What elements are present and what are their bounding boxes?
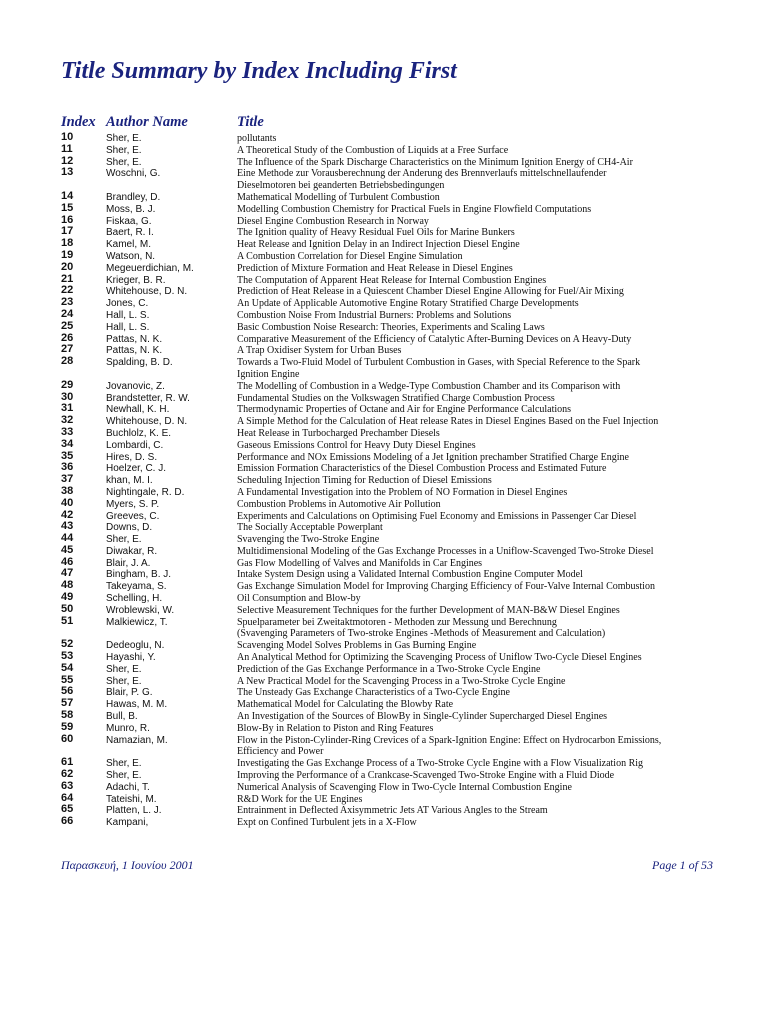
row-author: Jovanovic, Z. bbox=[106, 380, 165, 392]
row-index: 45 bbox=[61, 543, 74, 556]
row-author: Pattas, N. K. bbox=[106, 333, 163, 345]
row-author: Hawas, M. M. bbox=[106, 699, 168, 711]
row-title-line: An Investigation of the Sources of BlowBy in Single-Cylinder Supercharged Diesel Engines bbox=[237, 711, 608, 723]
row-title-line: (Svavenging Parameters of Two-stroke Engines -Methods of Measurement and Calculation) bbox=[237, 628, 606, 640]
table-row bbox=[0, 262, 768, 274]
row-author: Kampani, bbox=[106, 817, 149, 829]
row-author: Wroblewski, W. bbox=[106, 604, 175, 616]
row-title-line: Scheduling Injection Timing for Reduction of Diesel Emissions bbox=[237, 475, 492, 487]
row-author: Pattas, N. K. bbox=[106, 345, 163, 357]
row-title-line: Intake System Design using a Validated Internal Combustion Engine Computer Model bbox=[237, 569, 583, 581]
row-index: 19 bbox=[61, 248, 74, 261]
row-index: 37 bbox=[61, 473, 74, 486]
table-row bbox=[0, 568, 768, 580]
row-author: Bingham, B. J. bbox=[106, 569, 172, 581]
row-author: Hires, D. S. bbox=[106, 451, 158, 463]
row-title-line: Mathematical Modelling of Turbulent Combustion bbox=[237, 191, 440, 203]
row-index: 33 bbox=[61, 425, 74, 438]
row-author: Sher, E. bbox=[106, 675, 142, 687]
row-title-line: Entrainment in Deflected Axisymmetric Jets AT Various Angles to the Stream bbox=[237, 805, 548, 817]
row-index: 52 bbox=[61, 638, 74, 651]
row-index: 53 bbox=[61, 650, 74, 663]
row-title-line: Gaseous Emissions Control for Heavy Duty Diesel Engines bbox=[237, 439, 476, 451]
table-row bbox=[0, 557, 768, 569]
row-title-line: Modelling Combustion Chemistry for Practical Fuels in Engine Flowfield Computations bbox=[237, 203, 592, 215]
row-index: 64 bbox=[61, 791, 74, 804]
row-title-line: Mathematical Model for Calculating the Blowby Rate bbox=[237, 699, 454, 711]
title-summary-table bbox=[0, 132, 768, 828]
row-index: 42 bbox=[61, 508, 74, 521]
row-author: Hoelzer, C. J. bbox=[106, 463, 167, 475]
row-index: 17 bbox=[61, 225, 74, 238]
row-author: Hall, L. S. bbox=[106, 309, 150, 321]
row-index: 16 bbox=[61, 213, 74, 226]
row-title-line: Heat Release in Turbocharged Prechamber Diesels bbox=[237, 427, 440, 439]
row-author: Malkiewicz, T. bbox=[106, 616, 168, 628]
row-index: 47 bbox=[61, 567, 74, 580]
row-author: Blair, J. A. bbox=[106, 557, 151, 569]
table-row bbox=[0, 498, 768, 510]
table-row bbox=[0, 474, 768, 486]
row-index: 21 bbox=[61, 272, 74, 285]
table-row bbox=[0, 333, 768, 345]
table-row bbox=[0, 285, 768, 297]
row-index: 51 bbox=[61, 614, 74, 627]
row-title bbox=[237, 817, 417, 829]
table-row bbox=[0, 238, 768, 250]
row-title-line: Combustion Noise From Industrial Burners: Problems and Solutions bbox=[237, 309, 512, 321]
row-title bbox=[237, 357, 640, 381]
table-row bbox=[0, 321, 768, 333]
row-author: Jones, C. bbox=[106, 298, 149, 310]
row-author: Tateishi, M. bbox=[106, 793, 157, 805]
row-title-line: Scavenging Model Solves Problems in Gas Burning Engine bbox=[237, 640, 477, 652]
table-row bbox=[0, 392, 768, 404]
table-row bbox=[0, 274, 768, 286]
row-author: Munro, R. bbox=[106, 722, 150, 734]
row-index: 66 bbox=[61, 815, 74, 828]
row-title-line: Eine Methode zur Vorausberechnung der Anderung des Brennverlaufs mittelschnellaufender bbox=[237, 168, 607, 180]
row-index: 10 bbox=[61, 131, 74, 143]
row-title-line: Investigating the Gas Exchange Process of a Two-Stroke Cycle Engine with a Flow Visualization Rig bbox=[237, 758, 644, 770]
table-row bbox=[0, 663, 768, 675]
row-index: 11 bbox=[61, 142, 73, 155]
row-index: 13 bbox=[61, 166, 74, 179]
table-row bbox=[0, 651, 768, 663]
row-author: Newhall, K. H. bbox=[106, 404, 170, 416]
row-index: 36 bbox=[61, 461, 74, 474]
table-row bbox=[0, 510, 768, 522]
row-author: Myers, S. P. bbox=[106, 498, 160, 510]
table-row bbox=[0, 462, 768, 474]
row-title-line: Flow in the Piston-Cylinder-Ring Crevices of a Spark-Ignition Engine: Effect on Hydrocarbon Emissions, bbox=[237, 734, 662, 746]
row-index: 49 bbox=[61, 591, 74, 604]
row-title-line: Fundamental Studies on the Volkswagen Stratified Charge Combustion Process bbox=[237, 392, 555, 404]
row-title-line: Gas Flow Modelling of Valves and Manifolds in Car Engines bbox=[237, 557, 483, 569]
row-index: 27 bbox=[61, 343, 74, 356]
row-author: Sher, E. bbox=[106, 758, 142, 770]
table-row bbox=[0, 203, 768, 215]
row-title-line: A Theoretical Study of the Combustion of Liquids at a Free Surface bbox=[237, 144, 509, 156]
row-title-line: The Computation of Apparent Heat Release for Internal Combustion Engines bbox=[237, 274, 547, 286]
table-row bbox=[0, 734, 768, 758]
row-title-line: Gas Exchange Simulation Model for Improving Charging Efficiency of Four-Valve Internal Combustion bbox=[237, 581, 655, 593]
row-title-line: A Fundamental Investigation into the Problem of NO Formation in Diesel Engines bbox=[237, 486, 568, 498]
table-row bbox=[0, 156, 768, 168]
table-row bbox=[0, 675, 768, 687]
footer-page-number: Page 1 of 53 bbox=[652, 858, 713, 872]
column-header-author: Author Name bbox=[106, 114, 188, 130]
table-row bbox=[0, 616, 768, 640]
table-row bbox=[0, 816, 768, 828]
table-row bbox=[0, 698, 768, 710]
row-index: 30 bbox=[61, 390, 74, 403]
row-index: 63 bbox=[61, 779, 74, 792]
row-index: 35 bbox=[61, 449, 74, 462]
row-index: 15 bbox=[61, 201, 74, 214]
table-row bbox=[0, 486, 768, 498]
row-title bbox=[237, 735, 661, 759]
row-title bbox=[237, 617, 605, 641]
row-author: Megeuerdichian, M. bbox=[106, 262, 194, 274]
row-title-line: Spuelparameter bei Zweitaktmotoren - Methoden zur Messung und Berechnung bbox=[237, 616, 557, 628]
row-author: Namazian, M. bbox=[106, 734, 168, 746]
row-title-line: A Combustion Correlation for Diesel Engine Simulation bbox=[237, 250, 463, 262]
row-index: 12 bbox=[61, 154, 74, 167]
row-index: 50 bbox=[61, 602, 74, 615]
row-author: Platten, L. J. bbox=[106, 805, 162, 817]
row-author: Watson, N. bbox=[106, 250, 156, 262]
row-title-line: R&D Work for the UE Engines bbox=[237, 793, 363, 805]
row-title-line: Comparative Measurement of the Efficiency of Catalytic After-Burning Devices on A Heavy-Duty bbox=[237, 333, 632, 345]
table-row bbox=[0, 297, 768, 309]
row-title-line: Efficiency and Power bbox=[237, 746, 324, 758]
row-author: Adachi, T. bbox=[106, 781, 150, 793]
row-author: Krieger, B. R. bbox=[106, 274, 166, 286]
row-author: Fiskaa, G. bbox=[106, 215, 152, 227]
row-author: Woschni, G. bbox=[106, 168, 161, 180]
row-index: 20 bbox=[61, 260, 74, 273]
row-author: Hall, L. S. bbox=[106, 321, 150, 333]
table-row bbox=[0, 533, 768, 545]
row-index: 56 bbox=[61, 685, 74, 698]
row-author: Takeyama, S. bbox=[106, 581, 167, 593]
row-index: 61 bbox=[61, 756, 74, 769]
row-title-line: An Update of Applicable Automotive Engine Rotary Stratified Charge Developments bbox=[237, 298, 579, 310]
row-author: Greeves, C. bbox=[106, 510, 160, 522]
row-index: 23 bbox=[61, 296, 74, 309]
row-title-line: Emission Formation Characteristics of the Diesel Combustion Process and Estimated Future bbox=[237, 463, 607, 475]
row-index: 29 bbox=[61, 378, 74, 391]
row-index: 58 bbox=[61, 709, 74, 722]
table-row bbox=[0, 451, 768, 463]
row-index: 48 bbox=[61, 579, 74, 592]
row-index: 18 bbox=[61, 237, 74, 250]
table-row bbox=[0, 356, 768, 380]
table-row bbox=[0, 686, 768, 698]
row-author: Baert, R. I. bbox=[106, 227, 154, 239]
table-row bbox=[0, 710, 768, 722]
table-row bbox=[0, 722, 768, 734]
table-row bbox=[0, 769, 768, 781]
row-title-line: Dieselmotoren bei geanderten Betriebsbedingungen bbox=[237, 180, 445, 192]
row-title-line: Prediction of Heat Release in a Quiescent Chamber Diesel Engine Allowing for Fuel/Air Mixing bbox=[237, 286, 624, 298]
footer-date: Παρασκευή, 1 Ιουνίου 2001 bbox=[61, 858, 194, 872]
row-author: Hayashi, Y. bbox=[106, 652, 156, 664]
row-author: Brandstetter, R. W. bbox=[106, 392, 190, 404]
table-row bbox=[0, 757, 768, 769]
table-row bbox=[0, 403, 768, 415]
row-author: Blair, P. G. bbox=[106, 687, 153, 699]
row-index: 31 bbox=[61, 402, 74, 415]
row-title-line: A New Practical Model for the Scavenging Process in a Two-Stroke Cycle Engine bbox=[237, 675, 566, 687]
row-title-line: The Influence of the Spark Discharge Characteristics on the Minimum Ignition Energy of CH4-Air bbox=[237, 156, 633, 168]
row-index: 34 bbox=[61, 437, 74, 450]
row-index: 46 bbox=[61, 555, 74, 568]
row-title-line: Selective Measurement Techniques for the further Development of MAN-B&W Diesel Engines bbox=[237, 604, 620, 616]
row-title-line: Prediction of Mixture Formation and Heat Release in Diesel Engines bbox=[237, 262, 513, 274]
row-index: 25 bbox=[61, 319, 74, 332]
row-title-line: The Ignition quality of Heavy Residual Fuel Oils for Marine Bunkers bbox=[237, 227, 515, 239]
row-title-line: A Trap Oxidiser System for Urban Buses bbox=[237, 345, 402, 357]
row-author: Sher, E. bbox=[106, 144, 142, 156]
row-index: 62 bbox=[61, 768, 74, 781]
row-title-line: Combustion Problems in Automotive Air Pollution bbox=[237, 498, 441, 510]
row-author: Kamel, M. bbox=[106, 239, 152, 251]
table-row bbox=[0, 804, 768, 816]
row-index: 22 bbox=[61, 284, 74, 297]
row-index: 14 bbox=[61, 189, 74, 202]
row-author: Sher, E. bbox=[106, 770, 142, 782]
table-row bbox=[0, 167, 768, 191]
row-title-line: An Analytical Method for Optimizing the Scavenging Process of Uniflow Two-Cycle Diesel Engines bbox=[237, 652, 642, 664]
row-title-line: Expt on Confined Turbulent jets in a X-Flow bbox=[237, 817, 417, 829]
row-author: Whitehouse, D. N. bbox=[106, 416, 188, 428]
table-row bbox=[0, 545, 768, 557]
page-title: Title Summary by Index Including First bbox=[61, 58, 457, 84]
table-row bbox=[0, 132, 768, 144]
row-title bbox=[237, 168, 607, 192]
row-author: Sher, E. bbox=[106, 663, 142, 675]
table-row bbox=[0, 191, 768, 203]
row-title-line: Ignition Engine bbox=[237, 368, 300, 380]
row-author: Diwakar, R. bbox=[106, 545, 158, 557]
table-row bbox=[0, 793, 768, 805]
row-author: Lombardi, C. bbox=[106, 439, 164, 451]
row-title-line: Svavenging the Two-Stroke Engine bbox=[237, 534, 380, 546]
table-row bbox=[0, 415, 768, 427]
row-index: 24 bbox=[61, 307, 74, 320]
row-author: Spalding, B. D. bbox=[106, 357, 173, 369]
row-title-line: Heat Release and Ignition Delay in an Indirect Injection Diesel Engine bbox=[237, 239, 520, 251]
row-author: Sher, E. bbox=[106, 133, 142, 144]
row-title-line: The Unsteady Gas Exchange Characteristics of a Two-Cycle Engine bbox=[237, 687, 510, 699]
table-row bbox=[0, 439, 768, 451]
row-index: 54 bbox=[61, 661, 74, 674]
row-title-line: Improving the Performance of a Crankcase-Scavenged Two-Stroke Engine with a Fluid Diode bbox=[237, 770, 615, 782]
table-row bbox=[0, 344, 768, 356]
row-title-line: Prediction of the Gas Exchange Performance in a Two-Stroke Cycle Engine bbox=[237, 663, 541, 675]
row-author: Sher, E. bbox=[106, 534, 142, 546]
row-index: 57 bbox=[61, 697, 74, 710]
row-author: Bull, B. bbox=[106, 711, 138, 723]
table-row bbox=[0, 521, 768, 533]
column-header-index: Index bbox=[61, 114, 96, 130]
row-author: Brandley, D. bbox=[106, 191, 161, 203]
row-author: Moss, B. J. bbox=[106, 203, 156, 215]
row-index: 60 bbox=[61, 732, 74, 745]
row-index: 43 bbox=[61, 520, 74, 533]
table-row bbox=[0, 427, 768, 439]
table-row bbox=[0, 592, 768, 604]
row-index: 26 bbox=[61, 331, 74, 344]
row-index: 28 bbox=[61, 355, 74, 368]
row-author: Schelling, H. bbox=[106, 593, 163, 605]
table-row bbox=[0, 250, 768, 262]
row-title-line: Multidimensional Modeling of the Gas Exchange Processes in a Uniflow-Scavenged Two-Stroke Diesel bbox=[237, 545, 654, 557]
table-row bbox=[0, 226, 768, 238]
row-title-line: Thermodynamic Properties of Octane and Air for Engine Performance Calculations bbox=[237, 404, 572, 416]
row-author: Dedeoglu, N. bbox=[106, 640, 165, 652]
table-row bbox=[0, 380, 768, 392]
row-index: 44 bbox=[61, 532, 74, 545]
row-title-line: Numerical Analysis of Scavenging Flow in Two-Cycle Internal Combustion Engine bbox=[237, 781, 572, 793]
row-index: 59 bbox=[61, 720, 74, 733]
table-row bbox=[0, 215, 768, 227]
table-row bbox=[0, 639, 768, 651]
row-index: 40 bbox=[61, 496, 74, 509]
row-title-line: The Socially Acceptable Powerplant bbox=[237, 522, 383, 534]
table-row bbox=[0, 604, 768, 616]
row-title-line: Diesel Engine Combustion Research in Norway bbox=[237, 215, 429, 227]
row-index: 32 bbox=[61, 414, 74, 427]
table-row bbox=[0, 144, 768, 156]
row-author: Downs, D. bbox=[106, 522, 153, 534]
row-author: Sher, E. bbox=[106, 156, 142, 168]
row-title-line: Blow-By in Relation to Piston and Ring Features bbox=[237, 722, 434, 734]
row-author: Buchlolz, K. E. bbox=[106, 427, 172, 439]
row-title-line: Towards a Two-Fluid Model of Turbulent Combustion in Gases, with Special Reference to the Spark bbox=[237, 357, 641, 369]
row-author: Whitehouse, D. N. bbox=[106, 286, 188, 298]
row-title-line: pollutants bbox=[237, 133, 277, 144]
row-title-line: The Modelling of Combustion in a Wedge-Type Combustion Chamber and its Comparison with bbox=[237, 380, 621, 392]
row-author: Nightingale, R. D. bbox=[106, 486, 185, 498]
row-title-line: A Simple Method for the Calculation of Heat release Rates in Diesel Engines Based on the Fuel Injection bbox=[237, 416, 659, 428]
table-row bbox=[0, 781, 768, 793]
row-index: 55 bbox=[61, 673, 74, 686]
row-title-line: Basic Combustion Noise Research: Theories, Experiments and Scaling Laws bbox=[237, 321, 545, 333]
row-title-line: Oil Consumption and Blow-by bbox=[237, 593, 361, 605]
table-row bbox=[0, 580, 768, 592]
row-author: khan, M. I. bbox=[106, 475, 153, 487]
row-index: 38 bbox=[61, 484, 74, 497]
row-index: 65 bbox=[61, 803, 74, 816]
row-title-line: Performance and NOx Emissions Modeling of a Jet Ignition prechamber Stratified Charge Engine bbox=[237, 451, 629, 463]
column-header-title: Title bbox=[237, 114, 264, 130]
row-title-line: Experiments and Calculations on Optimising Fuel Economy and Emissions in Passenger Car Diesel bbox=[237, 510, 637, 522]
table-row bbox=[0, 309, 768, 321]
